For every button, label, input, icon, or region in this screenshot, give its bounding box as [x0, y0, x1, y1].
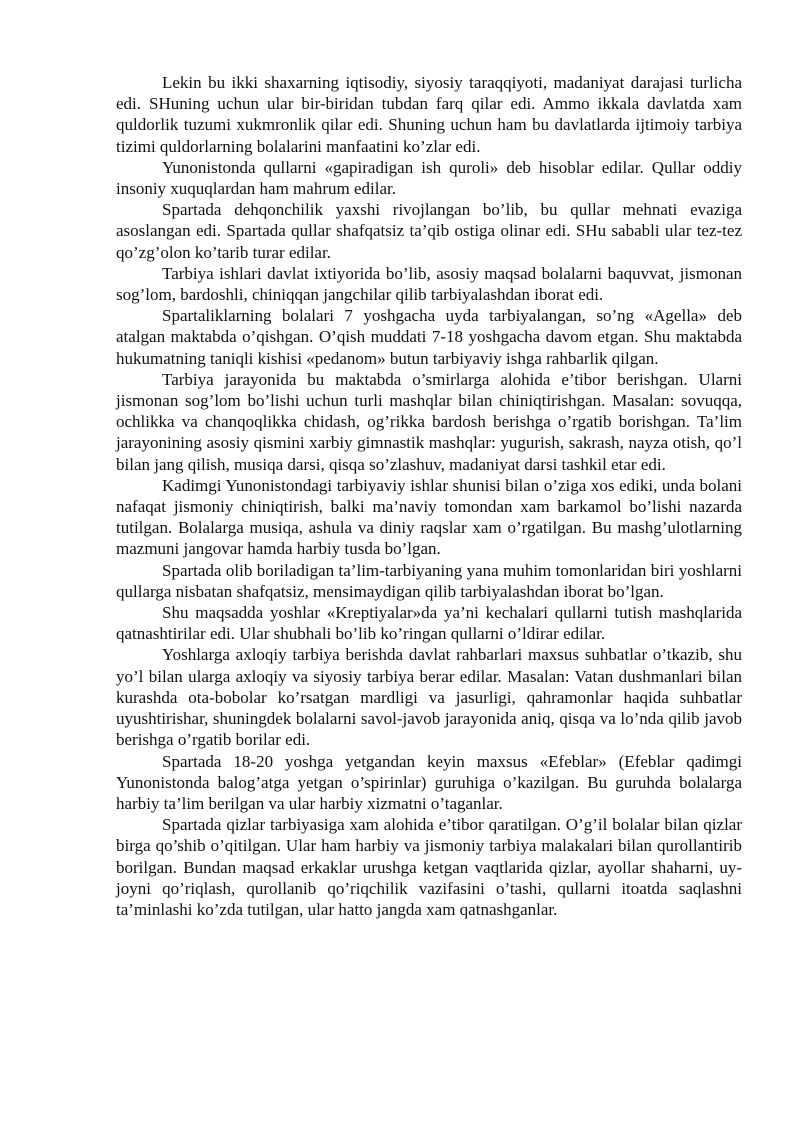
paragraph: Spartada dehqonchilik yaxshi rivojlangan bo’lib, bu qullar mehnati evaziga asoslangan edi. Spartada qullar shafqatsiz ta’qib ostiga olinar edi. SHu sababli ular tez-tez qo’zg’olon ko’tarib turar edilar.: [116, 200, 742, 262]
paragraph: Yunonistonda qullarni «gapiradigan ish quroli» deb hisoblar edilar. Qullar oddiy insoniy xuquqlardan ham mahrum edilar.: [116, 157, 742, 199]
paragraph: Kadimgi Yunonistondagi tarbiyaviy ishlar shunisi bilan o’ziga xos ediki, unda bolani nafaqat jismoniy chiniqtirish, balki ma’naviy tomondan xam barkamol bo’lishi nazarda tutilgan. Bolalarga musiqa, ashula va diniy raqslar xam o’rgatilgan. Bu mashg’ulotlarning mazmuni jangovar hamda harbiy tusda bo’lgan.: [116, 475, 742, 559]
paragraph: Tarbiya ishlari davlat ixtiyorida bo’lib, asosiy maqsad bolalarni baquvvat, jismonan sog’lom, bardoshli, chiniqqan jangchilar qilib tarbiyalashdan iborat edi.: [116, 263, 742, 305]
paragraph: Yoshlarga axloqiy tarbiya berishda davlat rahbarlari maxsus suhbatlar o’tkazib, shu yo’l bilan ularga axloqiy va siyosiy tarbiya berar edilar. Masalan: Vatan dushmanlari bilan kurashda ota-bobolar ko’rsatgan mardligi va jasurligi, qahramonlar haqida suhbatlar uyushtirishar, shuningdek bolalarni savol-javob jarayonida aniq, qisqa va lo’nda qilib javob berishga o’rgatib borilar edi.: [116, 645, 742, 750]
paragraph: Lekin bu ikki shaxarning iqtisodiy, siyosiy taraqqiyoti, madaniyat darajasi turlicha edi. SHuning uchun ular bir-biridan tubdan farq qilar edi. Ammo ikkala davlatda xam quldorlik tuzumi xukmronlik qilar edi. Shuning uchun ham bu davlatlarda ijtimoiy tarbiya tizimi quldorlarning bolalarini manfaatini ko’zlar edi.: [116, 73, 742, 156]
document-page: [116, 72, 742, 920]
paragraph: Spartada qizlar tarbiyasiga xam alohida e’tibor qaratilgan. O’g’il bolalar bilan qizlar birga qo’shib o’qitilgan. Ular ham harbiy va jismoniy tarbiya malakalari bilan qurollantirib borilgan. Bundan maqsad erkaklar urushga ketgan vaqtlarida qizlar, ayollar shaharni, uy-joyni qo’riqlash, qurollanib qo’riqchilik vazifasini o’tashi, qullarni itoatda saqlashni ta’minlashi ko’zda tutilgan, ular hatto jangda xam qatnashganlar.: [116, 815, 742, 919]
paragraph: Spartaliklarning bolalari 7 yoshgacha uyda tarbiyalangan, so’ng «Agella» deb atalgan maktabda o’qishgan. O’qish muddati 7-18 yoshgacha davom etgan. Shu maktabda hukumatning taniqli kishisi «pedanom» butun tarbiyaviy ishga rahbarlik qilgan.: [116, 306, 742, 368]
paragraph: Shu maqsadda yoshlar «Kreptiyalar»da ya’ni kechalari qullarni tutish mashqlarida qatnashtirilar edi. Ular shubhali bo’lib ko’ringan qullarni o’ldirar edilar.: [116, 603, 742, 644]
paragraph: Tarbiya jarayonida bu maktabda o’smirlarga alohida e’tibor berishgan. Ularni jismonan sog’lom bo’lishi uchun turli mashqlar bilan chiniqtirishgan. Masalan: sovuqqa, ochlikka va chanqoqlikka chidash, og’rikka bardosh berishga o’rgatib borishgan. Ta’lim jarayonining asosiy qismini xarbiy gimnastik mashqlar: yugurish, sakrash, nayza otish, qo’l bilan jang qilish, musiqa darsi, qisqa so’zlashuv, madaniyat darsi tashkil etar edi.: [116, 369, 742, 474]
paragraph: Spartada 18-20 yoshga yetgandan keyin maxsus «Efeblar» (Efeblar qadimgi Yunonistonda balog’atga yetgan o’spirinlar) guruhiga o’kazilgan. Bu guruhda bolalarga harbiy ta’lim berilgan va ular harbiy xizmatni o’taganlar.: [116, 751, 742, 813]
paragraph: Spartada olib boriladigan ta’lim-tarbiyaning yana muhim tomonlaridan biri yoshlarni qullarga nisbatan shafqatsiz, mensimaydigan qilib tarbiyalashdan iborat bo’lgan.: [116, 560, 742, 601]
